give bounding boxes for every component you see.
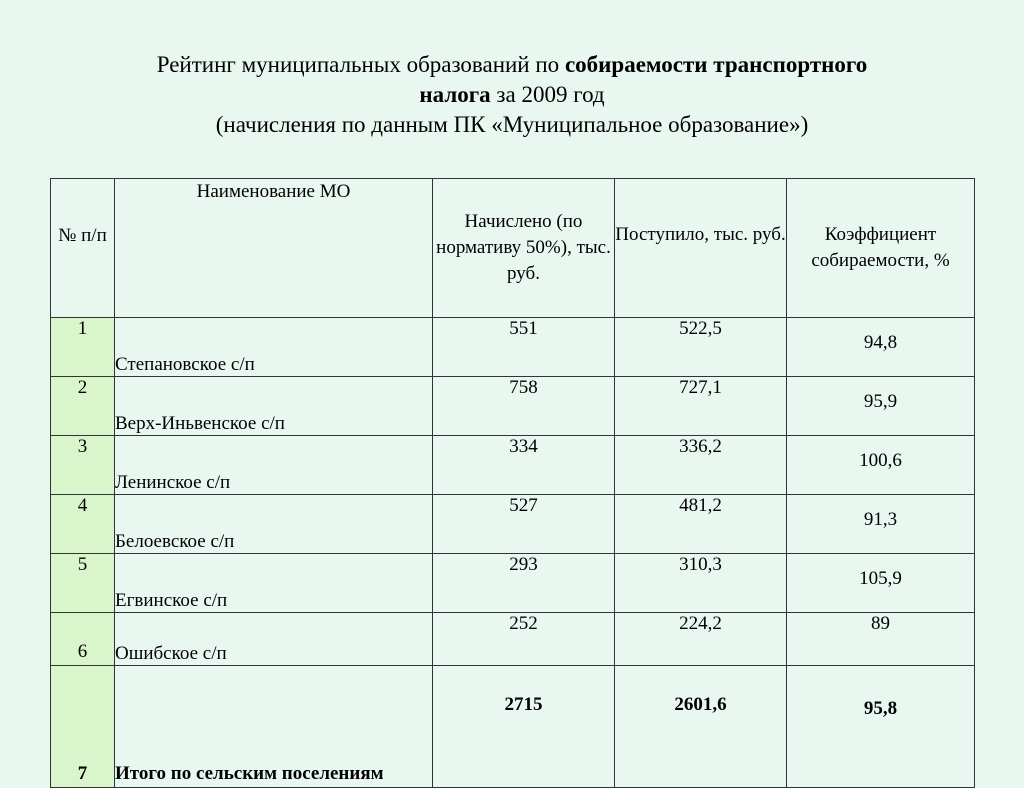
row-name: Егвинское с/п <box>115 554 433 613</box>
header-accrued-label: Начислено (по нормативу 50%), тыс. руб. <box>436 211 611 284</box>
row-coefficient: 89 <box>787 613 975 666</box>
row-num: 3 <box>51 436 115 495</box>
row-num: 4 <box>51 495 115 554</box>
row-accrued: 293 <box>433 554 615 613</box>
row-coefficient: 100,6 <box>787 436 975 495</box>
row-accrued: 527 <box>433 495 615 554</box>
total-accrued: 2715 <box>433 666 615 788</box>
table-total-row <box>51 666 975 788</box>
row-coefficient: 105,9 <box>787 554 975 613</box>
rating-table <box>50 178 975 788</box>
row-num: 1 <box>51 318 115 377</box>
header-name <box>115 179 433 318</box>
row-received: 310,3 <box>615 554 787 613</box>
title-bold-1: собираемости транспортного <box>564 52 868 77</box>
total-name: Итого по сельским поселениям <box>115 666 433 788</box>
slide-subtitle: (начисления по данным ПК «Муниципальное образование») <box>215 112 809 137</box>
title-bold-2: налога <box>419 82 491 107</box>
row-name: Белоевское с/п <box>115 495 433 554</box>
row-coefficient: 91,3 <box>787 495 975 554</box>
table-row <box>51 554 975 613</box>
table-header-row <box>51 179 975 318</box>
header-name-label: Наименование МО <box>196 181 351 202</box>
row-name: Ошибское с/п <box>115 613 433 666</box>
header-coefficient-label: Коэффициент собираемости, % <box>811 224 950 271</box>
row-accrued: 758 <box>433 377 615 436</box>
header-num-label: № п/п <box>58 225 107 246</box>
row-received: 727,1 <box>615 377 787 436</box>
table-row <box>51 495 975 554</box>
header-accrued <box>433 179 615 318</box>
title-year: за 2009 год <box>490 82 605 107</box>
row-name: Ленинское с/п <box>115 436 433 495</box>
row-num: 6 <box>51 613 115 666</box>
row-received: 522,5 <box>615 318 787 377</box>
total-received: 2601,6 <box>615 666 787 788</box>
header-received-label: Поступило, тыс. руб. <box>615 224 786 245</box>
row-name: Степановское с/п <box>115 318 433 377</box>
header-num <box>51 179 115 318</box>
title-text: Рейтинг муниципальных образований по <box>156 52 565 77</box>
table-row <box>51 436 975 495</box>
row-accrued: 551 <box>433 318 615 377</box>
row-accrued: 252 <box>433 613 615 666</box>
row-name: Верх-Иньвенское с/п <box>115 377 433 436</box>
table-row <box>51 377 975 436</box>
row-received: 336,2 <box>615 436 787 495</box>
row-num: 5 <box>51 554 115 613</box>
row-received: 224,2 <box>615 613 787 666</box>
row-received: 481,2 <box>615 495 787 554</box>
row-accrued: 334 <box>433 436 615 495</box>
row-num: 2 <box>51 377 115 436</box>
slide-title <box>40 50 984 140</box>
total-num: 7 <box>51 666 115 788</box>
row-coefficient: 94,8 <box>787 318 975 377</box>
row-coefficient: 95,9 <box>787 377 975 436</box>
table-row <box>51 613 975 666</box>
header-coefficient <box>787 179 975 318</box>
total-coefficient: 95,8 <box>787 666 975 788</box>
header-received <box>615 179 787 318</box>
table-row <box>51 318 975 377</box>
